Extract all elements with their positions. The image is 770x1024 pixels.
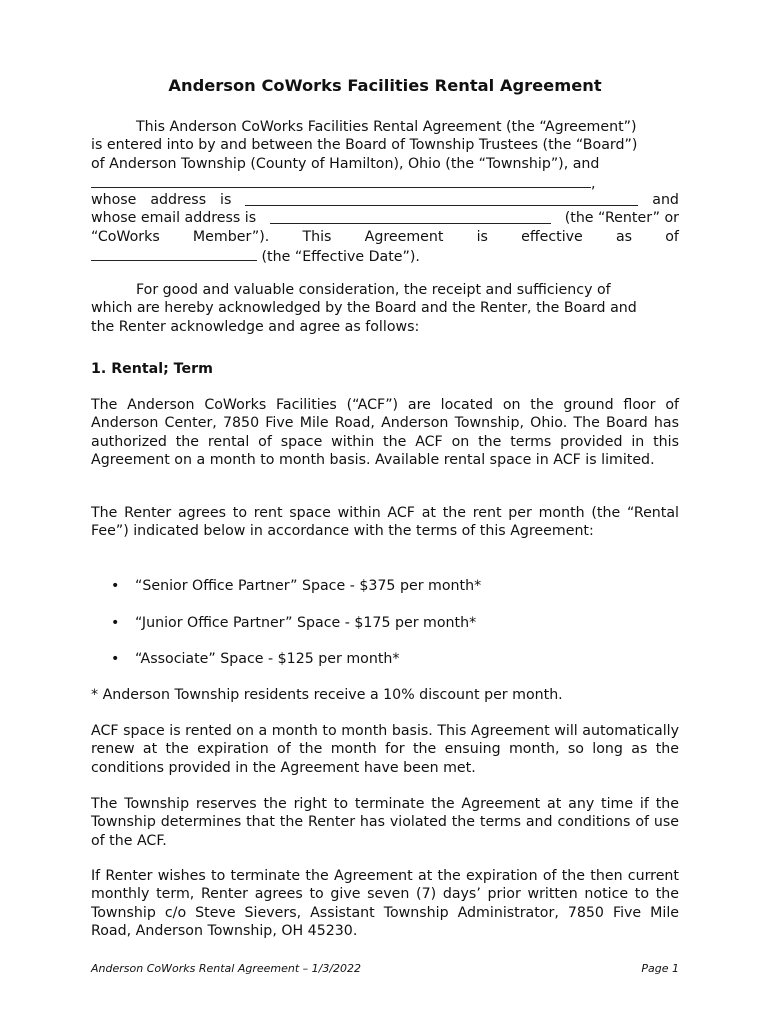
- section-paragraph-location: The Anderson CoWorks Facilities (“ACF”) are located on the ground floor of Anderson Center, 7850 Five Mile Road, Anderson Township, Ohio. The Board has authorized the rental of space within the ACF on the terms provided in this Agreement on a month to month basis. Available rental space in ACF is limited.: [91, 397, 679, 468]
- effective-word-1: “CoWorks: [91, 228, 160, 245]
- email-blank[interactable]: [270, 209, 551, 224]
- section-paragraph-notice: If Renter wishes to terminate the Agreement at the expiration of the then current monthly term, Renter agrees to give seven (7) days’ prior written notice to the Township c/o Steve Sievers, Assistant Township Administrator, 7850 Five Mile Road, Anderson Township, OH 45230.: [91, 868, 679, 939]
- bullet-icon: •: [111, 651, 120, 667]
- effective-word-8: of: [665, 228, 679, 245]
- address-blank[interactable]: [245, 191, 638, 206]
- intro-line-4-comma: ,: [591, 175, 596, 192]
- email-label: whose email address is: [91, 210, 257, 227]
- intro-line-7: [91, 228, 679, 246]
- page-footer: [91, 962, 679, 976]
- section-paragraph-renewal: ACF space is rented on a month to month basis. This Agreement will automatically renew at the expiration of the month for the ensuing month, so long as the conditions provided in the Agreement have been met.: [91, 723, 679, 776]
- list-item-text: “Senior Office Partner” Space - $375 per month*: [135, 578, 482, 594]
- effective-word-6: effective: [521, 228, 583, 245]
- effective-date-blank[interactable]: [91, 246, 257, 261]
- list-item: [111, 577, 481, 595]
- document-page: [91, 0, 679, 1024]
- document-title: Anderson CoWorks Facilities Rental Agreement: [168, 76, 602, 95]
- intro-paragraph: [91, 118, 679, 264]
- address-word-whose: whose: [91, 192, 137, 209]
- section-heading: 1. Rental; Term: [91, 361, 213, 377]
- list-item: [111, 614, 476, 632]
- intro-line-8: [91, 246, 679, 264]
- effective-word-4: Agreement: [364, 228, 444, 245]
- list-item: [111, 650, 399, 668]
- consideration-paragraph: [91, 281, 679, 336]
- intro-line-3: of Anderson Township (County of Hamilton), Ohio (the “Township”), and: [91, 155, 600, 172]
- effective-word-7: as: [615, 228, 633, 245]
- address-word-is: is: [220, 192, 232, 209]
- effective-word-3: This: [302, 228, 332, 245]
- footer-document-label: Anderson CoWorks Rental Agreement – 1/3/2022: [91, 962, 362, 975]
- renter-name-blank[interactable]: [91, 173, 591, 188]
- intro-line-6: [91, 209, 679, 227]
- effective-word-2: Member”).: [192, 228, 270, 245]
- section-paragraph-termination: The Township reserves the right to terminate the Agreement at any time if the Township determines that the Renter has violated the terms and conditions of use of the ACF.: [91, 796, 679, 849]
- address-word-and: and: [652, 192, 679, 209]
- intro-line-1: This Anderson CoWorks Facilities Rental Agreement (the “Agreement”): [136, 119, 637, 135]
- discount-note: * Anderson Township residents receive a 10% discount per month.: [91, 687, 563, 703]
- bullet-icon: •: [111, 615, 120, 631]
- consideration-line-2: which are hereby acknowledged by the Board and the Renter, the Board and: [91, 300, 637, 317]
- section-paragraph-rent: The Renter agrees to rent space within ACF at the rent per month (the “Rental Fee”) indicated below in accordance with the terms of this Agreement:: [91, 505, 679, 540]
- address-word-address: address: [150, 192, 207, 209]
- consideration-line-3: the Renter acknowledge and agree as follows:: [91, 318, 420, 335]
- renter-definition: (the “Renter” or: [564, 210, 679, 227]
- footer-page-number: Page 1: [641, 962, 679, 975]
- list-item-text: “Associate” Space - $125 per month*: [135, 651, 400, 667]
- bullet-icon: •: [111, 578, 120, 594]
- intro-line-5: [91, 191, 679, 209]
- consideration-line-1: For good and valuable consideration, the receipt and sufficiency of: [136, 282, 611, 298]
- effective-date-definition: (the “Effective Date”).: [261, 249, 420, 266]
- intro-line-4: [91, 173, 679, 191]
- intro-line-2: is entered into by and between the Board of Township Trustees (the “Board”): [91, 137, 638, 154]
- list-item-text: “Junior Office Partner” Space - $175 per month*: [135, 615, 477, 631]
- effective-word-5: is: [476, 228, 488, 245]
